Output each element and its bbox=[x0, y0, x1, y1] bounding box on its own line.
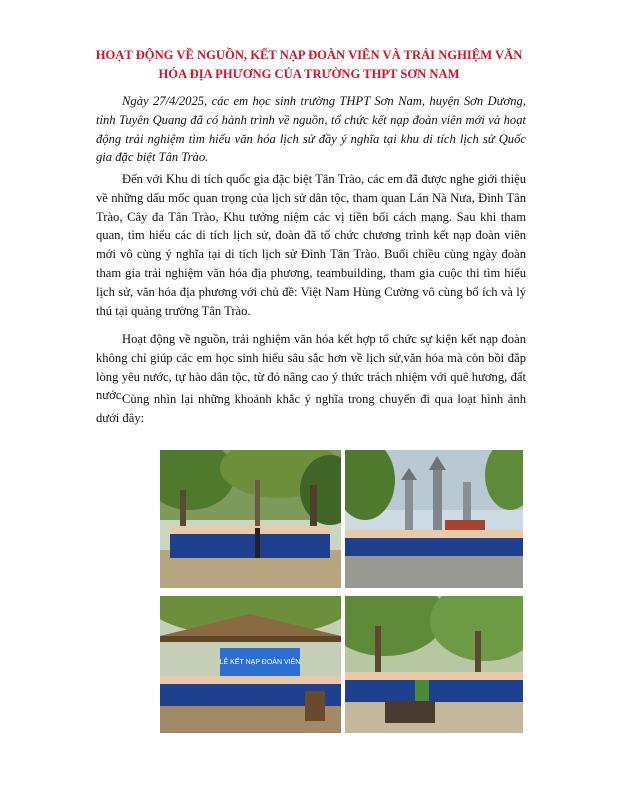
title-line-1: HOẠT ĐỘNG VỀ NGUỒN, KẾT NẠP ĐOÀN VIÊN VÀ TRẢI NGHIỆM VĂN bbox=[95, 48, 523, 62]
document-title bbox=[70, 46, 548, 84]
photo-ceremony-banner bbox=[160, 596, 341, 733]
body-paragraph-1: Đến với Khu di tích quốc gia đặc biệt Tân Trào, các em đã được nghe giới thiệu về những dấu mốc quan trọng của lịch sử dân tộc, tham quan Lán Nà Nưa, Đình Tân Trào, Cây đa Tân Trào, Khu tưởng niệm các vị tiền bối cách mạng. Sau khi tham quan, tìm hiểu các di tích lịch sử, đoàn đã tổ chức chương trình kết nạp đoàn viên mới vô cùng ý nghĩa tại di tích lịch sử Đình Tân Trào. Buổi chiều cùng ngày đoàn tham gia trải nghiệm văn hóa địa phương, teambuilding, tham gia cuộc thi tìm hiểu lịch sử, văn hóa địa phương với chủ đề: Việt Nam Hùng Cường vô cùng bổ ích và lý thú tại quảng trường Tân Trào. bbox=[96, 172, 526, 318]
body-paragraph-3: Cùng nhìn lại những khoảnh khắc ý nghĩa trong chuyến đi qua loạt hình ảnh dưới đây: bbox=[96, 392, 526, 425]
photo-monument-group bbox=[345, 450, 523, 588]
photo-square-group bbox=[345, 596, 523, 733]
photo-forest-group bbox=[160, 450, 341, 588]
ceremony-banner-title: LỄ KẾT NẠP ĐOÀN VIÊN bbox=[219, 659, 301, 666]
body-paragraph-2: Hoạt động về nguồn, trải nghiệm văn hóa kết hợp tổ chức sự kiện kết nạp đoàn không chỉ giúp các em học sinh hiểu sâu sắc hơn về lịch sử,văn hóa mà còn bồi đắp lòng yêu nước, tự hào dân tộc, từ đó nâng cao ý thức trách nhiệm với quê hương, đất nước. bbox=[96, 332, 526, 403]
intro-paragraph: Ngày 27/4/2025, các em học sinh trường THPT Sơn Nam, huyện Sơn Dương, tỉnh Tuyên Quang đã có hành trình về nguồn, tổ chức kết nạp đoàn viên mới và hoạt động trải nghiệm tìm hiểu văn hóa lịch sử đầy ý nghĩa tại khu di tích lịch sử Quốc gia đặc biệt Tân Trào. bbox=[96, 94, 526, 165]
title-line-2: HÓA ĐỊA PHƯƠNG CỦA TRƯỜNG THPT SƠN NAM bbox=[158, 67, 460, 81]
